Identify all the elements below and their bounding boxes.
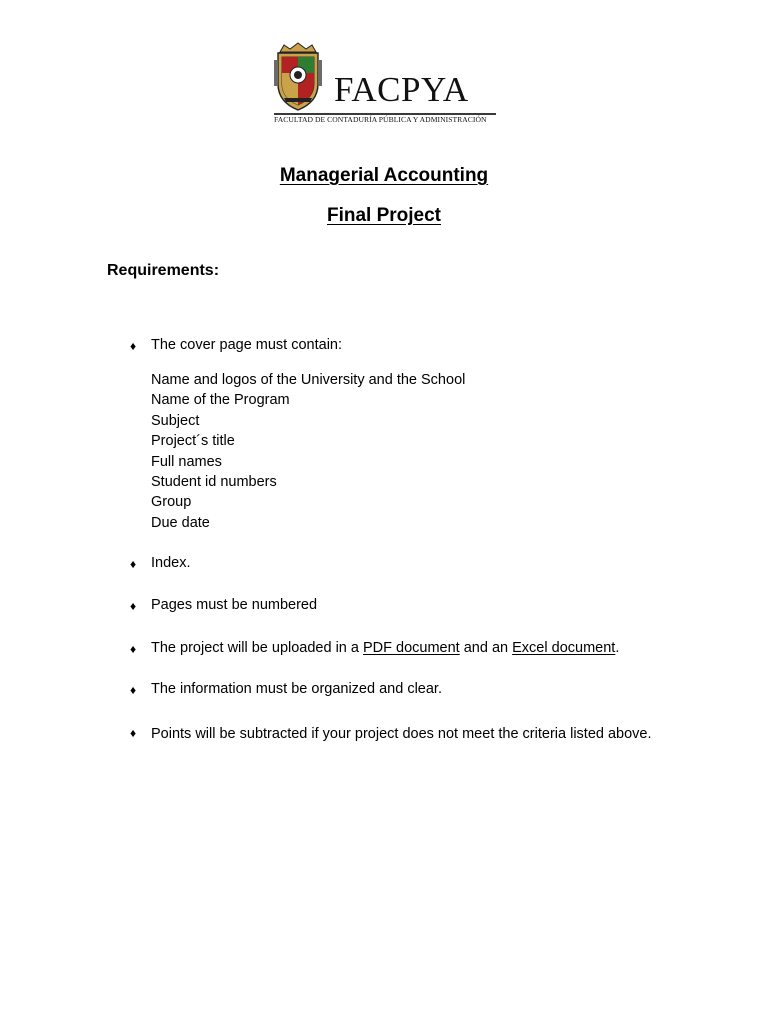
cover-intro: The cover page must contain: [151, 337, 343, 353]
facpya-logo [272, 42, 498, 128]
cover-items-list [151, 370, 465, 533]
list-item: Due date [151, 514, 210, 531]
upload-requirement [151, 641, 619, 656]
bullet-icon: ♦ [130, 726, 137, 740]
bullet-icon: ♦ [130, 683, 137, 697]
organization-requirement: The information must be organized and clear. [151, 681, 442, 697]
pdf-document-text: PDF document [363, 640, 460, 656]
upload-suffix: . [615, 640, 620, 656]
list-item: Name and logos of the University and the School [151, 372, 466, 388]
list-item: Group [151, 494, 192, 511]
university-crest-icon [274, 42, 322, 112]
penalty-note: Points will be subtracted if your project does not meet the criteria listed above. [151, 726, 652, 742]
bullet-icon: ♦ [130, 339, 137, 353]
numbering-requirement: Pages must be numbered [151, 597, 318, 613]
brand-name: FACPYA [334, 70, 469, 109]
bullet-icon: ♦ [130, 642, 137, 656]
upload-middle: and an [459, 640, 513, 656]
list-item: Student id numbers [151, 473, 277, 490]
list-item: Project´s title [151, 433, 235, 450]
list-item: Name of the Program [151, 392, 290, 409]
bullet-icon: ♦ [130, 557, 137, 571]
list-item: Full names [151, 453, 222, 470]
index-requirement: Index. [151, 555, 191, 571]
upload-prefix: The project will be uploaded in a [151, 640, 363, 656]
requirements-heading: Requirements: [107, 262, 220, 279]
bullet-icon: ♦ [130, 599, 137, 613]
list-item: Subject [151, 412, 200, 429]
course-title: Managerial Accounting [279, 165, 489, 186]
brand-subtitle: FACULTAD DE CONTADURÍA PÚBLICA Y ADMINISTRACIÓN [274, 115, 487, 124]
project-title: Final Project [326, 205, 442, 226]
excel-document-text: Excel document [512, 640, 616, 656]
